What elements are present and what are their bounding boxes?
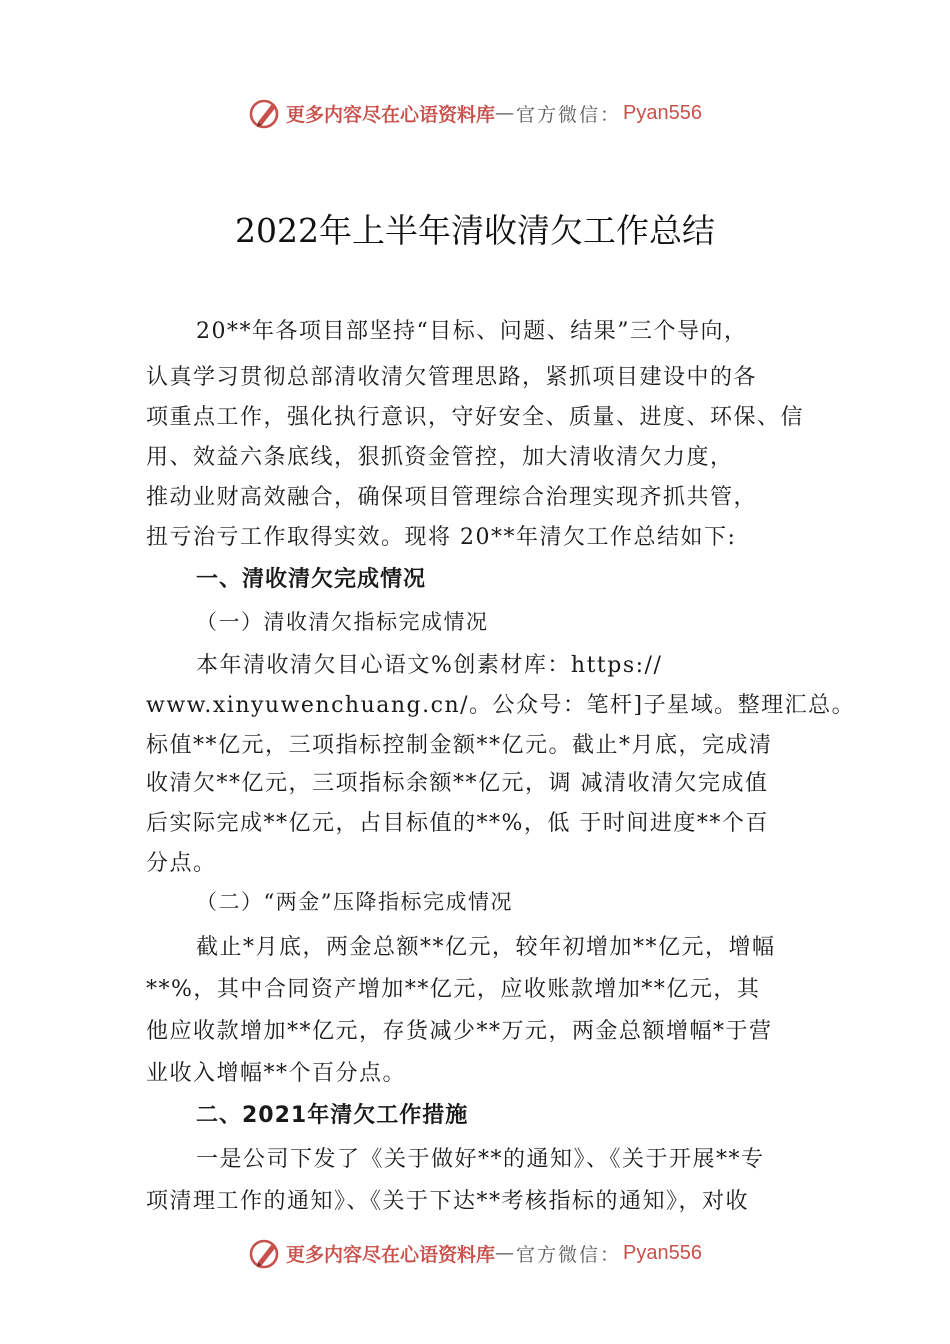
body-text-line: 业收入增幅**个百分点。 (146, 1061, 407, 1086)
subsection-heading: （一）清收清欠指标完成情况 (196, 610, 489, 634)
body-text-line: 分点。 (146, 851, 217, 876)
body-text-line: 推动业财高效融合，确保项目管理综合治理实现齐抓共管， (146, 485, 758, 510)
body-text-line: 本年清收清欠目心语文%创素材库：https:// (196, 653, 663, 678)
pen-logo-icon (248, 96, 282, 130)
body-text-line: 项重点工作，强化执行意识，守好安全、质量、进度、环保、信 (146, 405, 805, 430)
body-text-line: 截止*月底，两金总额**亿元，较年初增加**亿元，增幅 (196, 935, 776, 960)
body-text-line: www.xinyuwenchuang.cn/。公众号：笔杆]子星域。整理汇总。 (146, 693, 856, 718)
pen-logo-icon (248, 1236, 282, 1270)
banner-separator: — (495, 102, 517, 124)
section-heading: 一、清收清欠完成情况 (196, 567, 427, 592)
footer-banner (0, 1233, 950, 1273)
section-heading: 二、2021年清欠工作措施 (196, 1103, 469, 1128)
header-banner (0, 93, 950, 133)
body-text-line: 后实际完成**亿元，占目标值的**%，低 于时间进度**个百 (146, 811, 769, 836)
body-text-line: 认真学习贯彻总部清收清欠管理思路，紧抓项目建设中的各 (146, 365, 758, 390)
banner-account: Pyan556 (623, 101, 702, 124)
banner-official-label: 官方微信： (516, 103, 622, 126)
body-text-line: 他应收款增加**亿元，存货减少**万元，两金总额增幅*于营 (146, 1019, 773, 1044)
banner-brand: 更多内容尽在心语资料库 (286, 103, 496, 126)
body-text-line: 项清理工作的通知》、《关于下达**考核指标的通知》，对收 (146, 1189, 750, 1214)
banner-official-label: 官方微信： (516, 1243, 622, 1266)
banner-brand: 更多内容尽在心语资料库 (286, 1243, 496, 1266)
body-text-line: 扭亏治亏工作取得实效。现将 20**年清欠工作总结如下: (146, 525, 737, 550)
subsection-heading: （二）“两金”压降指标完成情况 (196, 890, 513, 914)
body-text-line: 用、效益六条底线，狠抓资金管控，加大清收清欠力度， (146, 445, 734, 470)
body-text-line: 一是公司下发了《关于做好**的通知》、《关于开展**专 (196, 1147, 765, 1172)
page-title: 2022年上半年清收清欠工作总结 (235, 211, 715, 250)
body-text-line: **%，其中合同资产增加**亿元，应收账款增加**亿元，其 (146, 977, 761, 1002)
body-text-line: 20**年各项目部坚持“目标、问题、结果”三个导向， (196, 319, 748, 344)
body-text-line: 标值**亿元，三项指标控制金额**亿元。截止*月底，完成清 (146, 733, 773, 758)
banner-account: Pyan556 (623, 1241, 702, 1264)
body-text-line: 收清欠**亿元，三项指标余额**亿元，调 减清收清欠完成值 (146, 771, 769, 796)
banner-separator: — (495, 1242, 517, 1264)
